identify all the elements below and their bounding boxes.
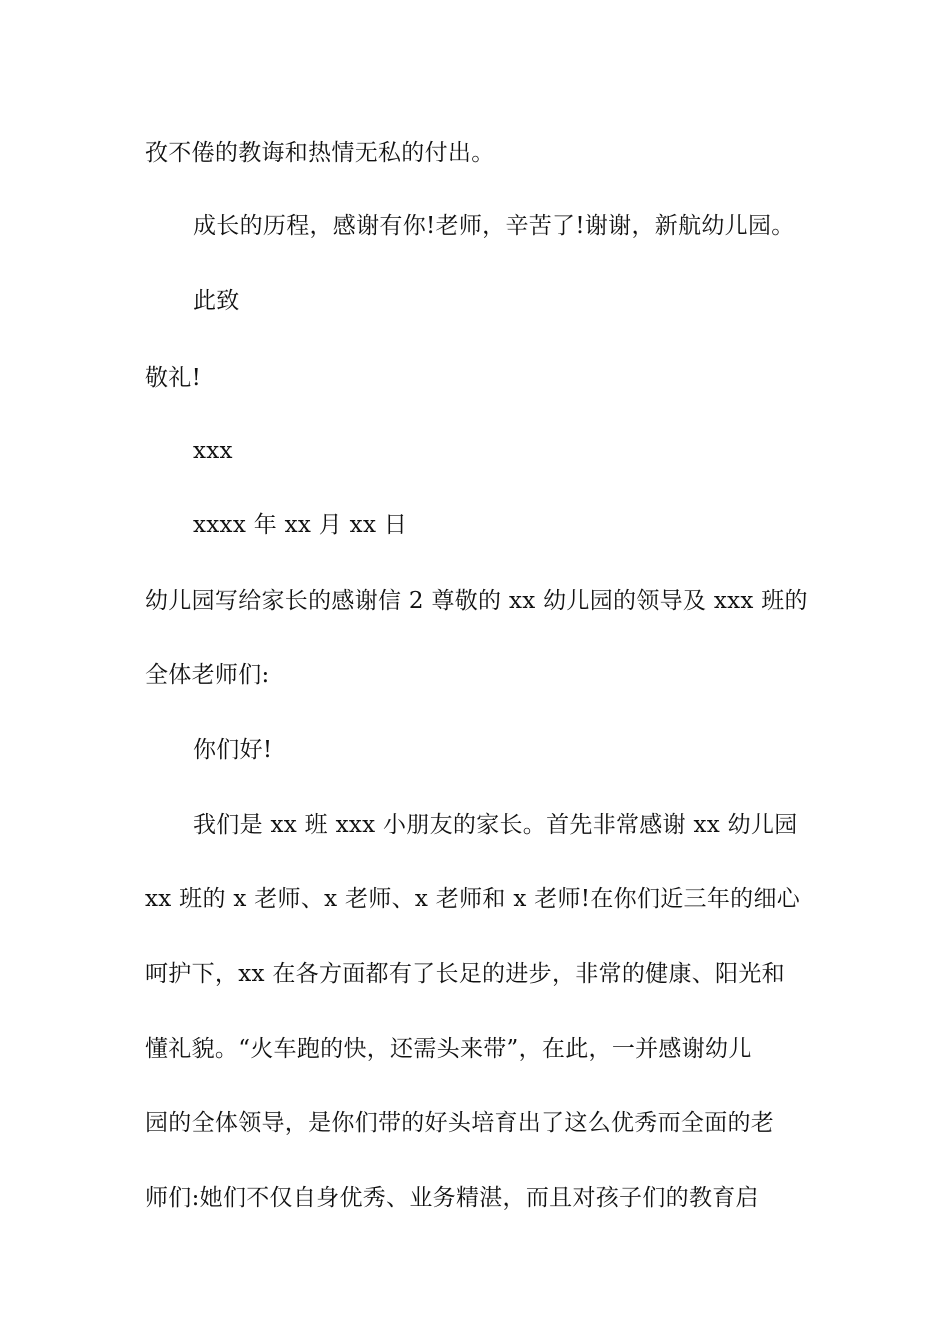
text-line: 懂礼貌。“火车跑的快，还需头来带”，在此，一并感谢幼儿 [145, 1036, 752, 1062]
text-line: 我们是 xx 班 xxx 小朋友的家长。首先非常感谢 xx 幼儿园 [193, 812, 798, 838]
text-line: 呵护下，xx 在各方面都有了长足的进步，非常的健康、阳光和 [145, 961, 785, 987]
text-line: 园的全体领导，是你们带的好头培育出了这么优秀而全面的老 [145, 1110, 775, 1136]
text-line: 幼儿园写给家长的感谢信 2 尊敬的 xx 幼儿园的领导及 xxx 班的 [145, 588, 808, 614]
text-line: xxxx 年 xx 月 xx 日 [193, 512, 408, 538]
text-line: 师们:她们不仅自身优秀、业务精湛，而且对孩子们的教育启 [145, 1185, 759, 1211]
text-line: xx 班的 x 老师、x 老师、x 老师和 x 老师!在你们近三年的细心 [145, 886, 801, 912]
text-line: 你们好! [193, 737, 273, 763]
text-line: xxx [193, 438, 233, 464]
text-line: 成长的历程，感谢有你!老师，辛苦了!谢谢，新航幼儿园。 [193, 213, 795, 239]
text-line: 敬礼! [145, 365, 202, 391]
text-line: 全体老师们: [145, 662, 270, 688]
text-line: 孜不倦的教诲和热情无私的付出。 [145, 140, 495, 166]
text-line: 此致 [193, 288, 240, 314]
